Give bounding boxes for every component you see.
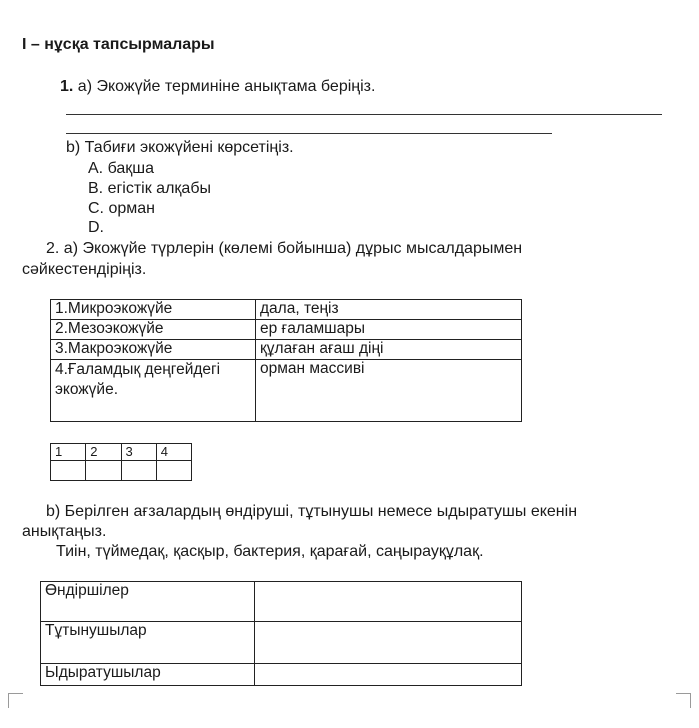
class-label: Ыдыратушылар	[41, 664, 255, 686]
table-row	[41, 622, 522, 664]
organisms-list: Тиін, түймедақ, қасқыр, бактерия, қарағай, саңырауқұлақ.	[56, 543, 484, 560]
question-1-b: b) Табиғи экожүйені көрсетіңіз.	[66, 139, 294, 156]
type-cell: 1.Микроэкожүйе	[51, 300, 256, 320]
answer-cell[interactable]	[86, 461, 121, 481]
option-c: С. орман	[88, 200, 155, 217]
page-corner-mark-right	[676, 693, 691, 708]
answer-grid	[50, 443, 192, 481]
option-b: В. егістік алқабы	[88, 180, 211, 197]
answer-header: 3	[121, 444, 156, 461]
classification-table	[40, 581, 522, 686]
page-corner-mark-left	[8, 693, 23, 708]
table-row	[41, 664, 522, 686]
example-cell: орман массиві	[256, 360, 522, 422]
type-cell: 2.Мезоэкожүйе	[51, 320, 256, 340]
class-answer-cell[interactable]	[255, 622, 522, 664]
table-row	[51, 360, 522, 422]
example-cell: ер ғаламшары	[256, 320, 522, 340]
option-d: D.	[88, 219, 104, 236]
table-row	[51, 300, 522, 320]
example-cell: құлаған ағаш діңі	[256, 340, 522, 360]
table-row	[41, 582, 522, 622]
question-1-a	[60, 78, 375, 96]
option-a: А. бақша	[88, 160, 154, 177]
question-2-b-line2: анықтаңыз.	[22, 523, 107, 540]
table-row	[51, 340, 522, 360]
matching-table	[50, 299, 522, 422]
answer-cell[interactable]	[51, 461, 86, 481]
type-cell: 3.Макроэкожүйе	[51, 340, 256, 360]
answer-header: 4	[156, 444, 191, 461]
variant-heading: І – нұсқа тапсырмалары	[22, 36, 215, 53]
example-cell: дала, теңіз	[256, 300, 522, 320]
question-2-a-line2: сәйкестендіріңіз.	[22, 261, 147, 278]
class-answer-cell[interactable]	[255, 664, 522, 686]
answer-header: 1	[51, 444, 86, 461]
answer-header: 2	[86, 444, 121, 461]
class-label: Өндіршілер	[41, 582, 255, 622]
answer-cell[interactable]	[156, 461, 191, 481]
question-1-a-text: а) Экожүйе терминіне анықтама беріңіз.	[77, 78, 376, 95]
type-cell: 4.Ғаламдық деңгейдегі экожүйе.	[51, 360, 256, 422]
table-row	[51, 461, 192, 481]
answer-line-1	[66, 114, 662, 115]
table-row	[51, 444, 192, 461]
table-row	[51, 320, 522, 340]
question-2-a-line1: 2. а) Экожүйе түрлерін (көлемі бойынша) дұрыс мысалдарымен	[46, 240, 523, 257]
class-answer-cell[interactable]	[255, 582, 522, 622]
answer-line-2	[66, 133, 552, 134]
question-2-b-line1: b) Берілген ағзалардың өндіруші, тұтынушы немесе ыдыратушы екенін	[46, 503, 578, 520]
question-1-number: 1.	[60, 78, 74, 95]
answer-cell[interactable]	[121, 461, 156, 481]
class-label: Тұтынушылар	[41, 622, 255, 664]
